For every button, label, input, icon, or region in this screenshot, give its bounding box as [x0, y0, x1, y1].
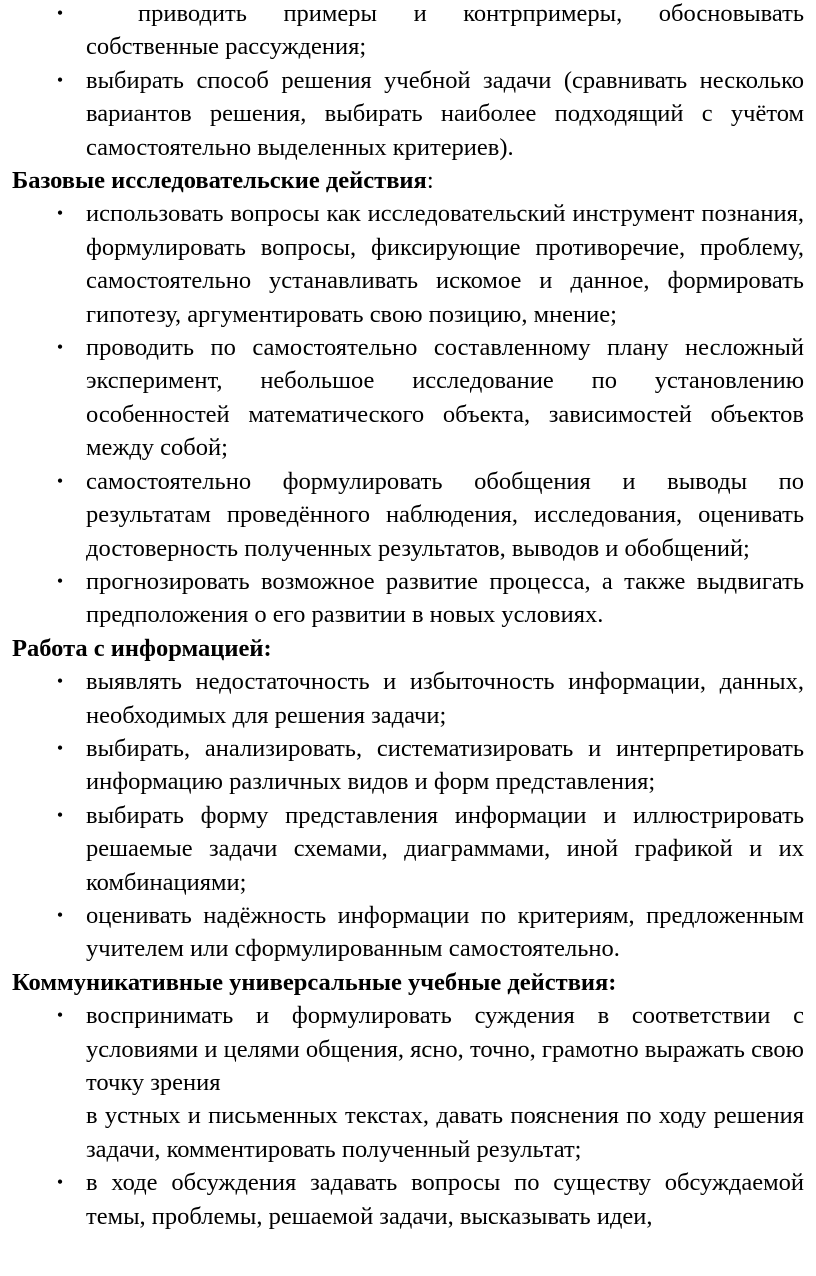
- list-item-text: выбирать, анализировать, систематизировать и интерпретировать информацию различных видов и форм представления;: [86, 734, 804, 796]
- section-heading: [12, 164, 804, 197]
- list-item-text: проводить по самостоятельно составленному плану несложный эксперимент, небольшое исследование по установлению особенностей математического объекта, зависимостей объектов между собой;: [86, 334, 804, 462]
- list-item: [56, 331, 804, 465]
- bullet-icon: •: [56, 570, 64, 591]
- bullet-icon: •: [56, 203, 64, 224]
- list-item: [56, 465, 804, 565]
- section-heading-suffix: :: [426, 167, 434, 195]
- list-item: [56, 197, 804, 331]
- list-item-text: воспринимать и формулировать суждения в соответствии с условиями и целями общения, ясно, точно, грамотно выражать свою точку зрения: [86, 1002, 804, 1096]
- list-item-text: выбирать форму представления информации и иллюстрировать решаемые задачи схемами, диаграммами, иной графикой и их комбинациями;: [86, 801, 804, 896]
- bullet-icon: •: [56, 804, 64, 825]
- section-heading: [12, 632, 804, 665]
- list-item: [56, 799, 804, 899]
- list-item: [56, 565, 804, 632]
- list-item-text: выявлять недостаточность и избыточность информации, данных, необходимых для решения задачи;: [86, 668, 804, 729]
- list-item-text: оценивать надёжность информации по критериям, предложенным учителем или сформулированным самостоятельно.: [86, 901, 804, 963]
- bullet-icon: •: [56, 1005, 64, 1026]
- bullet-icon: •: [56, 737, 64, 758]
- section-heading: [12, 966, 804, 999]
- bullet-icon: •: [56, 69, 64, 90]
- list-item: [56, 64, 804, 164]
- list-item-text: самостоятельно формулировать обобщения и выводы по результатам проведённого наблюдения, исследования, оценивать достоверность полученных результатов, выводов и обобщений;: [86, 467, 804, 562]
- list-item-continuation: в устных и письменных текстах, давать пояснения по ходу решения задачи, комментировать полученный результат;: [86, 1102, 804, 1163]
- bullet-icon: •: [56, 671, 64, 692]
- list-item-text: использовать вопросы как исследовательский инструмент познания, формулировать вопросы, фиксирующие противоречие, проблему, самостоятельно устанавливать искомое и данное, формировать гипотезу, аргументировать свою позицию, мнение;: [86, 200, 804, 328]
- list-item-text: приводить примеры и контрпримеры, обосновывать собственные рассуждения;: [86, 0, 804, 61]
- section-heading-text: Работа с информацией:: [12, 634, 272, 662]
- list-item: [56, 665, 804, 732]
- bullet-icon: •: [56, 904, 64, 925]
- list-item-text: в ходе обсуждения задавать вопросы по существу обсуждаемой темы, проблемы, решаемой задачи, высказывать идеи,: [86, 1169, 804, 1230]
- list-item: [56, 1166, 804, 1233]
- list-item: [56, 899, 804, 966]
- list-item: [56, 0, 804, 64]
- bullet-icon: •: [56, 3, 64, 23]
- list-item-text: выбирать способ решения учебной задачи (сравнивать несколько вариантов решения, выбирать наиболее подходящий с учётом самостоятельно выделенных критериев).: [86, 66, 804, 161]
- list-item: [56, 999, 804, 1166]
- bullet-icon: •: [56, 1172, 64, 1193]
- bullet-icon: •: [56, 337, 64, 358]
- list-item-text: прогнозировать возможное развитие процесса, а также выдвигать предположения о его развитии в новых условиях.: [86, 567, 804, 629]
- list-item: [56, 732, 804, 799]
- bullet-icon: •: [56, 470, 64, 491]
- section-heading-text: Коммуникативные универсальные учебные действия:: [12, 968, 617, 996]
- section-heading-text: Базовые исследовательские действия: [12, 167, 427, 195]
